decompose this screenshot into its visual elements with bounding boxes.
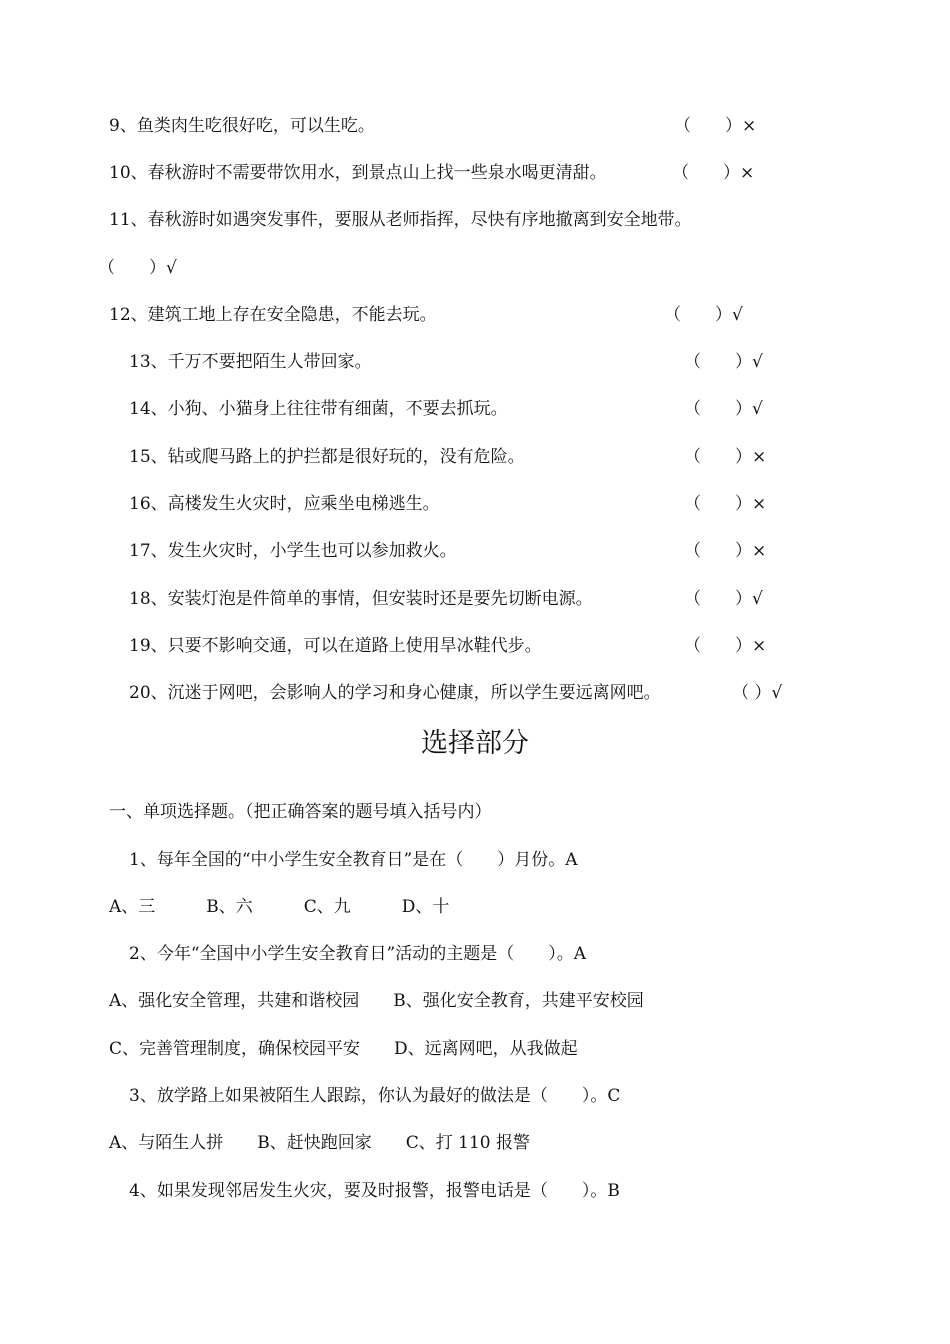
- question-text: 15、钻或爬马路上的护拦都是很好玩的，没有危险。: [129, 447, 525, 467]
- section-title: 选择部分: [421, 728, 529, 759]
- question-text: 20、沉迷于网吧，会影响人的学习和身心健康，所以学生要远离网吧。: [129, 683, 661, 703]
- question-text: 14、小狗、小猫身上往往带有细菌，不要去抓玩。: [129, 399, 508, 419]
- answer-mark: （ ）√: [98, 258, 177, 278]
- answer-mark: （ ）×: [672, 163, 755, 183]
- answer-mark: （ ）×: [674, 116, 757, 136]
- question-text: 11、春秋游时如遇突发事件，要服从老师指挥，尽快有序地撤离到安全地带。: [109, 210, 692, 230]
- options-line: A、强化安全管理，共建和谐校园 B、强化安全教育，共建平安校园: [109, 991, 644, 1011]
- question-text: 12、建筑工地上存在安全隐患，不能去玩。: [109, 305, 437, 325]
- question-text: 3、放学路上如果被陌生人跟踪，你认为最好的做法是（ ）。C: [129, 1086, 621, 1106]
- answer-mark: （ ）√: [732, 683, 783, 703]
- question-text: 9、鱼类肉生吃很好吃，可以生吃。: [109, 116, 375, 136]
- question-text: 13、千万不要把陌生人带回家。: [129, 352, 372, 372]
- options-line: A、与陌生人拼 B、赶快跑回家 C、打 110 报警: [109, 1133, 531, 1153]
- question-text: 1、每年全国的“中小学生安全教育日”是在（ ）月份。A: [129, 850, 578, 870]
- answer-mark: （ ）×: [684, 447, 767, 467]
- answer-mark: （ ）√: [664, 305, 743, 325]
- answer-mark: （ ）√: [684, 589, 763, 609]
- question-text: 10、春秋游时不需要带饮用水，到景点山上找一些泉水喝更清甜。: [109, 163, 607, 183]
- answer-mark: （ ）√: [684, 399, 763, 419]
- question-text: 17、发生火灾时，小学生也可以参加救火。: [129, 541, 457, 561]
- question-text: 19、只要不影响交通，可以在道路上使用旱冰鞋代步。: [129, 636, 542, 656]
- answer-mark: （ ）√: [684, 352, 763, 372]
- section-heading: 一、单项选择题。（把正确答案的题号填入括号内）: [109, 802, 492, 822]
- answer-mark: （ ）×: [684, 494, 767, 514]
- options-line: A、三 B、六 C、九 D、十: [109, 897, 450, 917]
- question-text: 16、高楼发生火灾时，应乘坐电梯逃生。: [129, 494, 440, 514]
- question-text: 2、今年“全国中小学生安全教育日”活动的主题是（ ）。A: [129, 944, 586, 964]
- answer-mark: （ ）×: [684, 636, 767, 656]
- question-text: 4、如果发现邻居发生火灾，要及时报警，报警电话是（ ）。B: [129, 1181, 620, 1201]
- answer-mark: （ ）×: [684, 541, 767, 561]
- options-line: C、完善管理制度，确保校园平安 D、远离网吧，从我做起: [109, 1039, 578, 1059]
- question-text: 18、安装灯泡是件简单的事情，但安装时还是要先切断电源。: [129, 589, 593, 609]
